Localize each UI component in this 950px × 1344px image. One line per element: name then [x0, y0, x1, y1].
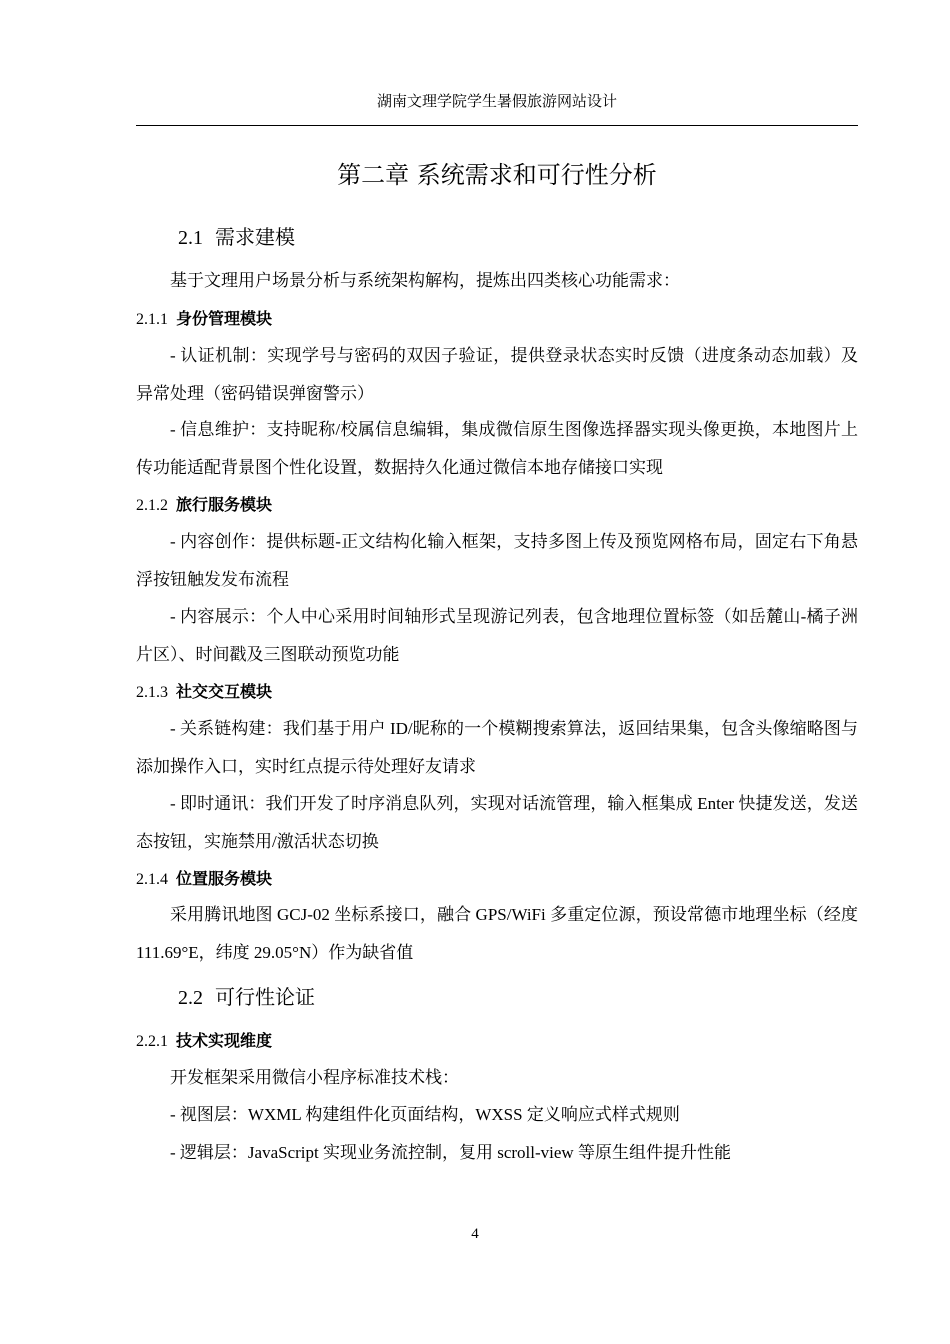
paragraph-tech-stack: 开发框架采用微信小程序标准技术栈：	[170, 1068, 459, 1087]
subsection-heading-2-1-4	[136, 868, 272, 891]
paragraph-location: 采用腾讯地图 GCJ-02 坐标系接口，融合 GPS/WiFi 多重定位源，预设常德市地理坐标（经度 111.69°E，纬度 29.05°N）作为缺省值	[136, 905, 858, 962]
subsection-title: 位置服务模块	[176, 869, 273, 888]
subsection-number: 2.2.1	[136, 1033, 168, 1050]
section-heading-2-2	[178, 984, 315, 1011]
paragraph-content-creation: - 内容创作：提供标题-正文结构化输入框架，支持多图上传及预览网格布局，固定右下角悬浮按钮触发发布流程	[136, 532, 858, 589]
section-title: 需求建模	[215, 225, 295, 249]
section-heading-2-1	[178, 224, 295, 251]
subsection-number: 2.1.1	[136, 311, 168, 328]
subsection-title: 身份管理模块	[176, 309, 273, 328]
paragraph-relationship: - 关系链构建：我们基于用户 ID/昵称的一个模糊搜索算法，返回结果集，包含头像缩略图与添加操作入口，实时红点提示待处理好友请求	[136, 719, 858, 776]
list-item-logic-layer: - 逻辑层：JavaScript 实现业务流控制，复用 scroll-view 等原生组件提升性能	[170, 1143, 731, 1162]
section-number: 2.1	[178, 227, 203, 249]
running-header: 湖南文理学院学生暑假旅游网站设计	[376, 94, 617, 110]
chapter-title: 第二章 系统需求和可行性分析	[337, 161, 657, 189]
subsection-title: 社交交互模块	[176, 682, 273, 701]
list-item-view-layer: - 视图层：WXML 构建组件化页面结构，WXSS 定义响应式样式规则	[170, 1105, 680, 1124]
paragraph-auth: - 认证机制：实现学号与密码的双因子验证，提供登录状态实时反馈（进度条动态加载）及异常处理（密码错误弹窗警示）	[136, 346, 858, 403]
subsection-heading-2-1-1	[136, 308, 272, 331]
page-number: 4	[471, 1226, 479, 1242]
section-title: 可行性论证	[215, 985, 315, 1009]
subsection-heading-2-2-1	[136, 1030, 272, 1053]
section-number: 2.2	[178, 987, 203, 1009]
paragraph-intro: 基于文理用户场景分析与系统架构解构，提炼出四类核心功能需求：	[170, 271, 680, 290]
subsection-number: 2.1.3	[136, 684, 168, 701]
paragraph-messaging: - 即时通讯：我们开发了时序消息队列，实现对话流管理，输入框集成 Enter 快捷发送，发送态按钮，实施禁用/激活状态切换	[136, 794, 858, 851]
subsection-title: 旅行服务模块	[176, 495, 273, 514]
paragraph-content-display: - 内容展示：个人中心采用时间轴形式呈现游记列表，包含地理位置标签（如岳麓山-橘子洲片区）、时间戳及三图联动预览功能	[136, 607, 858, 664]
subsection-heading-2-1-2	[136, 494, 272, 517]
paragraph-profile: - 信息维护：支持昵称/校属信息编辑，集成微信原生图像选择器实现头像更换，本地图片上传功能适配背景图个性化设置，数据持久化通过微信本地存储接口实现	[136, 420, 858, 477]
subsection-heading-2-1-3	[136, 681, 272, 704]
subsection-number: 2.1.2	[136, 497, 168, 514]
header-rule	[136, 125, 858, 126]
subsection-number: 2.1.4	[136, 871, 168, 888]
subsection-title: 技术实现维度	[176, 1031, 273, 1050]
